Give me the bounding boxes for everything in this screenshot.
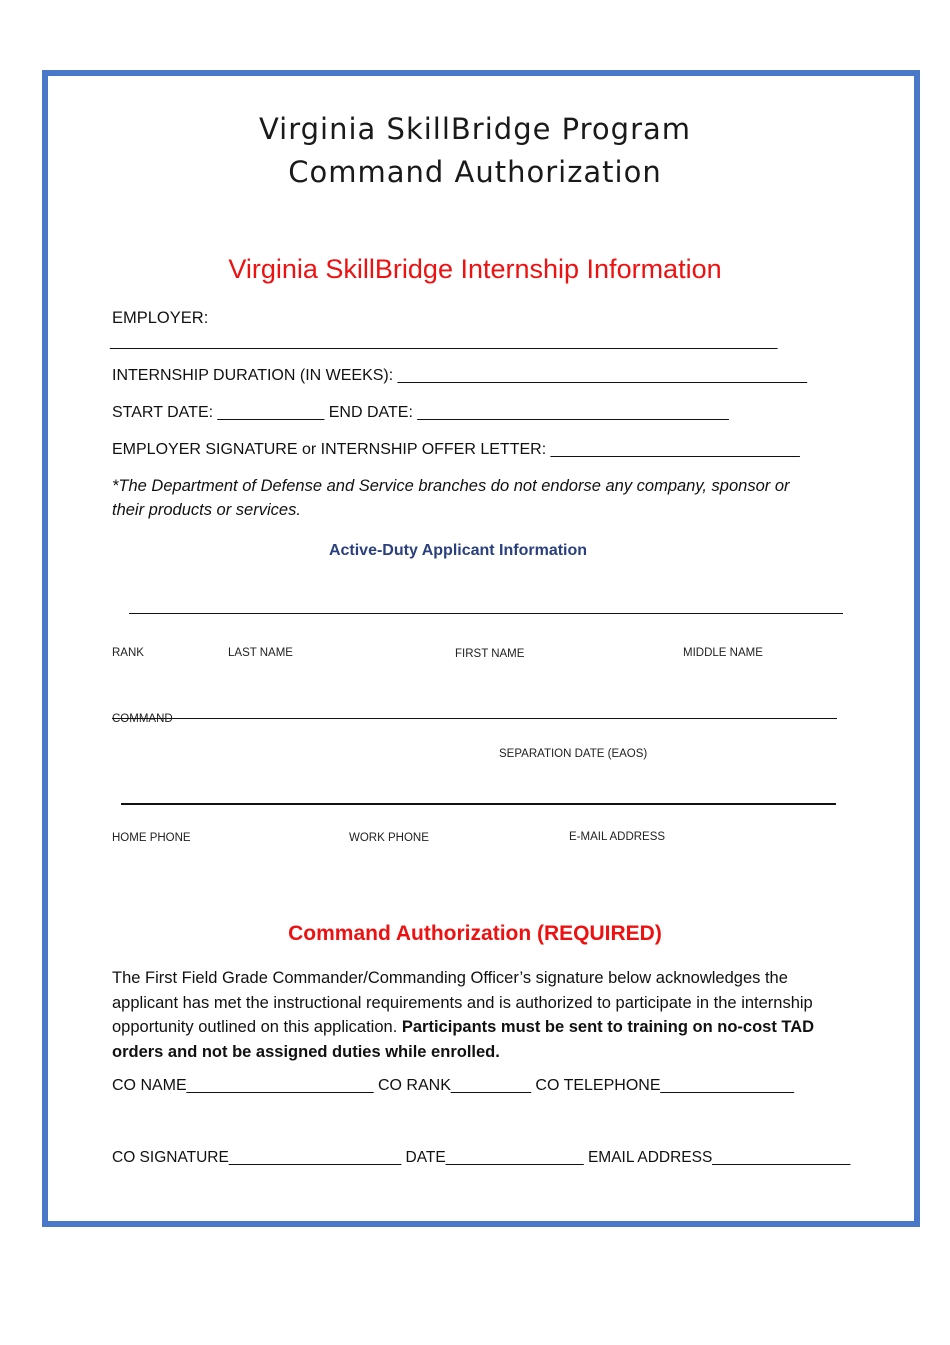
co-details-field[interactable]: CO NAME_____________________ CO RANK_________ CO TELEPHONE_______________: [112, 1077, 794, 1094]
applicant-heading: Active-Duty Applicant Information: [328, 542, 588, 559]
co-signature-field[interactable]: CO SIGNATURE____________________ DATE________________ EMAIL ADDRESS________________: [112, 1149, 851, 1166]
command-line[interactable]: [112, 718, 837, 719]
employer-field[interactable]: ___________________________________________________________________________: [110, 333, 778, 350]
page-title-line2: Command Authorization: [288, 155, 662, 189]
start-end-date-field[interactable]: START DATE: ____________ END DATE: ___________________________________: [112, 404, 729, 421]
authorization-paragraph: [112, 966, 832, 1064]
internship-duration-field[interactable]: INTERNSHIP DURATION (IN WEEKS): ______________________________________________: [112, 367, 807, 384]
employer-signature-field[interactable]: EMPLOYER SIGNATURE or INTERNSHIP OFFER LETTER: ____________________________: [112, 441, 800, 458]
page-title-line1: Virginia SkillBridge Program: [258, 112, 692, 146]
disclaimer-note: *The Department of Defense and Service branches do not endorse any company, sponsor or their products or services.: [112, 477, 790, 519]
work-phone-label: WORK PHONE: [349, 832, 429, 844]
name-line[interactable]: [129, 613, 843, 614]
separation-date-label: SEPARATION DATE (EAOS): [499, 748, 648, 760]
employer-label: EMPLOYER:: [112, 309, 209, 327]
contact-line[interactable]: [121, 803, 836, 805]
first-name-label: FIRST NAME: [455, 648, 525, 660]
authorization-text: The First Field Grade Commander/Commanding Officer’s signature below acknowledges the applicant has met the instructional requirements and is authorized to participate in the internship opportunity outlined on this application.: [112, 969, 813, 1036]
middle-name-label: MIDDLE NAME: [683, 647, 763, 659]
authorization-bold-text: Participants must be sent to training on no-cost TAD orders and not be assigned duties while enrolled.: [112, 1018, 815, 1061]
internship-heading: Virginia SkillBridge Internship Information: [228, 254, 722, 284]
command-authorization-heading: Command Authorization (REQUIRED): [288, 922, 662, 945]
rank-label: RANK: [112, 647, 144, 659]
command-label: COMMAND: [112, 713, 173, 725]
home-phone-label: HOME PHONE: [112, 832, 191, 844]
last-name-label: LAST NAME: [228, 647, 293, 659]
email-address-label: E-MAIL ADDRESS: [569, 831, 666, 843]
